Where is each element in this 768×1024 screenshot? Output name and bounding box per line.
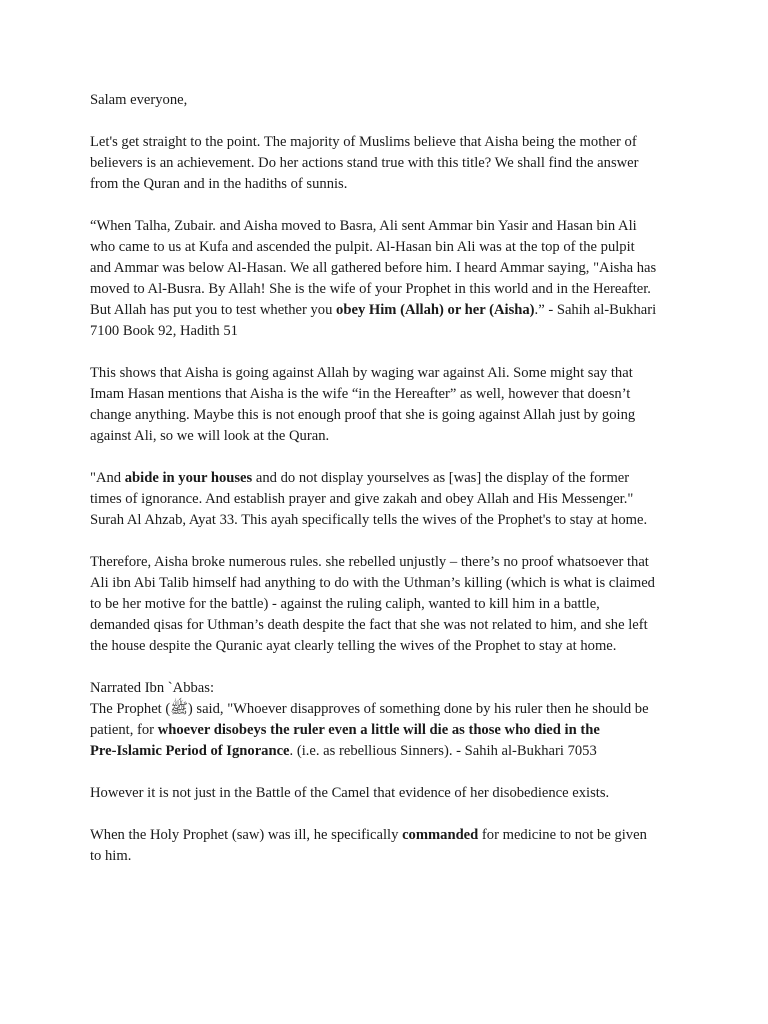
text-line: Salam everyone, xyxy=(90,92,188,108)
text-run: When the Holy Prophet (saw) was ill, he specifically xyxy=(90,827,403,843)
text-line: Imam Hasan mentions that Aisha is the wife “in the Hereafter” as well, however that doesn’t xyxy=(90,386,631,402)
bold-text: abide in your houses xyxy=(124,470,253,486)
bold-text: Pre-Islamic Period of Ignorance xyxy=(90,743,290,759)
document-page xyxy=(90,90,690,888)
text-run: for medicine to not be given xyxy=(478,827,647,843)
text-line xyxy=(90,720,690,741)
paragraph-bukhari-7100 xyxy=(90,216,690,342)
text-run: .” - Sahih al-Bukhari xyxy=(534,302,657,318)
text-line: This shows that Aisha is going against Allah by waging war against Ali. Some might say that xyxy=(90,365,633,381)
text-run: . (i.e. as rebellious Sinners). - Sahih al-Bukhari 7053 xyxy=(289,743,597,759)
text-line: The Prophet (ﷺ) said, "Whoever disapproves of something done by his ruler then he should be xyxy=(90,701,649,717)
greeting xyxy=(90,90,690,111)
paragraph-rules xyxy=(90,552,690,657)
text-line xyxy=(90,825,690,846)
text-line xyxy=(90,468,690,489)
text-line: Ali ibn Abi Talib himself had anything to do with the Uthman’s killing (which is what is claimed xyxy=(90,575,655,591)
text-line xyxy=(90,300,690,321)
bold-text: commanded xyxy=(402,827,479,843)
text-line: and Ammar was below Al-Hasan. We all gathered before him. I heard Ammar saying, "Aisha has xyxy=(90,260,657,276)
paragraph-analysis xyxy=(90,363,690,447)
text-line: to him. xyxy=(90,848,132,864)
text-run: patient, for xyxy=(90,722,158,738)
bold-text: obey Him (Allah) or her (Aisha) xyxy=(336,302,535,318)
text-line: moved to Al-Busra. By Allah! She is the wife of your Prophet in this world and in the Hereafter. xyxy=(90,281,651,297)
text-line: the house despite the Quranic ayat clearly telling the wives of the Prophet to stay at home. xyxy=(90,638,617,654)
text-line: against Ali, so we will look at the Quran. xyxy=(90,428,330,444)
text-line: Therefore, Aisha broke numerous rules. she rebelled unjustly – there’s no proof whatsoever that xyxy=(90,554,649,570)
text-line xyxy=(90,741,690,762)
text-line: demanded qisas for Uthman’s death despite the fact that she was not related to him, and she left xyxy=(90,617,648,633)
paragraph-intro xyxy=(90,132,690,195)
text-line: change anything. Maybe this is not enough proof that she is going against Allah just by going xyxy=(90,407,636,423)
text-line: Let's get straight to the point. The majority of Muslims believe that Aisha being the mother of xyxy=(90,134,637,150)
text-line: believers is an achievement. Do her actions stand true with this title? We shall find the answer xyxy=(90,155,639,171)
paragraph-medicine xyxy=(90,825,690,867)
bold-text: whoever disobeys the ruler even a little will die as those who died in the xyxy=(157,722,600,738)
text-line: times of ignorance. And establish prayer and give zakah and obey Allah and His Messenger." xyxy=(90,491,634,507)
text-line: Surah Al Ahzab, Ayat 33. This ayah specifically tells the wives of the Prophet's to stay at home. xyxy=(90,512,648,528)
text-line: “When Talha, Zubair. and Aisha moved to Basra, Ali sent Ammar bin Yasir and Hasan bin Ali xyxy=(90,218,637,234)
text-line: from the Quran and in the hadiths of sunnis. xyxy=(90,176,348,192)
text-line: to be her motive for the battle) - against the ruling caliph, wanted to kill him in a battle, xyxy=(90,596,600,612)
text-line: Narrated Ibn `Abbas: xyxy=(90,680,214,696)
text-line: who came to us at Kufa and ascended the pulpit. Al-Hasan bin Ali was at the top of the pulpit xyxy=(90,239,635,255)
text-run: But Allah has put you to test whether you xyxy=(90,302,337,318)
paragraph-quran-ahzab xyxy=(90,468,690,531)
text-line: However it is not just in the Battle of the Camel that evidence of her disobedience exists. xyxy=(90,785,610,801)
text-line: 7100 Book 92, Hadith 51 xyxy=(90,323,238,339)
paragraph-camel xyxy=(90,783,690,804)
text-run: "And xyxy=(90,470,125,486)
text-run: and do not display yourselves as [was] the display of the former xyxy=(252,470,630,486)
paragraph-bukhari-7053 xyxy=(90,678,690,762)
